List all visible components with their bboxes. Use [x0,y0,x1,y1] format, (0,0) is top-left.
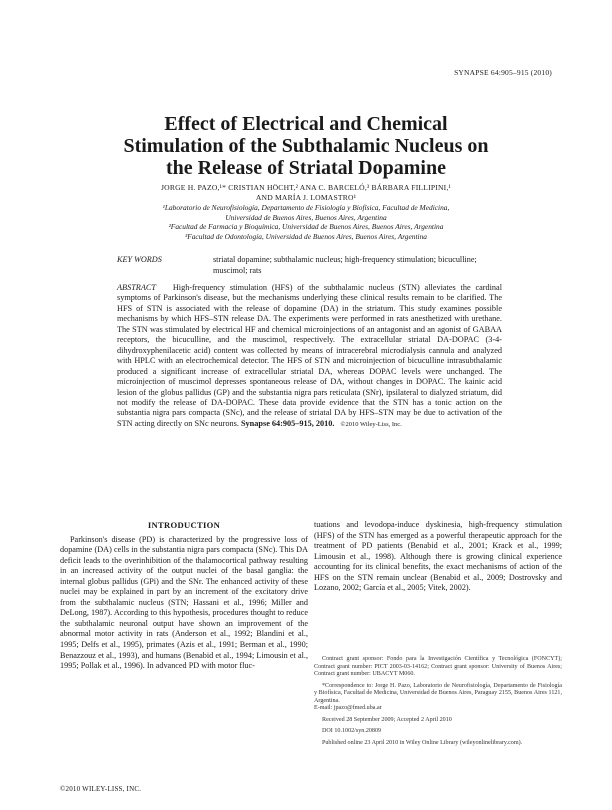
footnotes [314,656,562,751]
title-line: Effect of Electrical and Chemical [164,113,448,135]
keywords-block [117,255,502,276]
authors-line: JORGE H. PAZO,¹* CRISTIAN HÖCHT,² ANA C. BARCELÓ,³ BÁRBARA FILLIPINI,¹ [161,183,451,192]
affiliation-line: ²Facultad de Farmacia y Bioquímica, Universidad de Buenos Aires, Buenos Aires, Argentina [168,222,444,232]
introduction-heading: INTRODUCTION [147,520,221,530]
introduction-paragraph: Parkinson's disease (PD) is characterized by the progressive loss of dopamine (DA) cells in the substantia nigra pars compacta (SNc). This DA deficit leads to the overinhibition of the thalamocortical pathway resulting in an increased activity of the output nuclei of the basal ganglia: the internal globus pallidus (GPi) and the SNr. The enhanced activity of these nuclei may be explained in part by an increment of the excitatory drive from the subthalamic nucleus (STN; Hassani et al., 1996; Miller and DeLong, 1987). According to this hypothesis, procedures thought to reduce the subthalamic neuronal output have shown an improvement of the abnormal motor activity in rats (Anderson et al., 1992; Blandini et al., 1995; Delfs et al., 1995), primates (Azis et al., 1991; Berman et al., 1990; Benazzouz et al., 1993), and humans (Benabid et al., 1994; Limousin et al., 1995; Pollak et al., 1996). In advanced PD with motor fluc- [60,534,308,671]
footnote-published: Published online 23 April 2010 in Wiley Online Library (wileyonlinelibrary.com). [322,739,523,746]
title-line: the Release of Striatal Dopamine [166,157,446,179]
abstract-citation: Synapse 64:905–915, 2010. [240,418,335,428]
footnote-correspondence: *Correspondence to: Jorge H. Pazo, Laboratorio de Neurofisiología, Departamento de Fisiología y Biofísica, Facultad de Medicina, Universidad de Buenos Aires, Paraguay 2155, Buenos Aires 1121, Argentina. [314,682,562,704]
page-copyright: ©2010 WILEY-LISS, INC. [60,785,142,793]
abstract-text: High-frequency stimulation (HFS) of the subthalamic nucleus (STN) alleviates the cardinal symptoms of Parkinson's disease, but the mechanisms underlying these clinical results remain to be clarified. The HFS of STN is associated with the release of dopamine (DA) in the striatum. This study examines possible mechanisms by which HFS–STN release DA. The experiments were performed in rats anesthetized with urethane. The STN was stimulated by electrical HF and chemical microinjections of an antagonist and an agonist of GABAA receptors, the bicuculline, and the muscimol, respectively. The extracellular striatal DA-DOPAC (3-4-dihydroxyphenilacetic acid) content was collected by means of intracerebral microdialysis cannula and analyzed with HPLC with an electrochemical detector. The HFS of STN and microinjection of bicuculline intrasubthalamic produced a significant increase of extracellular striatal DA, whereas DOPAC levels were unchanged. The microinjection of muscimol depresses spontaneous release of DA, without changes in DOPAC. The kainic acid lesion of the globus pallidus (GP) and the substantia nigra pars reticulata (SNr), ipsilateral to dialyzed striatum, did not modify the release of DA-DOPAC. These data provide evidence that the STN has a tonic action on the substantia nigra pars compacta (SNc), and the release of striatal DA by HFS–STN may be due to activation of the STN acting directly on SNc neurons. [117,283,503,428]
affiliations [95,203,517,241]
footnote-received: Received 28 September 2009; Accepted 2 April 2010 [322,716,452,723]
author-list [60,183,552,203]
keywords-text: striatal dopamine; subthalamic nucleus; high-frequency stimulation; bicuculline; muscimol; rats [213,255,477,275]
left-column [60,520,308,672]
keywords-label: KEY WORDS [117,255,162,264]
affiliation-line: Universidad de Buenos Aires, Buenos Aires, Argentina [225,212,387,222]
footnote-sponsor: Contract grant sponsor: Fondo para la Investigación Científica y Tecnológica (FONCYT); Contract grant number: PICT 2003-03-14162; Contract grant sponsor: University of Buenos Aires; Contract grant number: UBACYT M060. [314,656,562,677]
abstract-label: ABSTRACT [117,283,156,292]
authors-line: AND MARÍA J. LOMASTRO¹ [255,193,357,202]
abstract-copyright: ©2010 Wiley-Liss, Inc. [340,420,402,428]
introduction-paragraph-continued: tuations and levodopa-induce dyskinesia, high-frequency stimulation (HFS) of the STN has emerged as a powerful therapeutic approach for the treatment of PD patients (Benabid et al., 2001; Krack et al., 1999; Limousin et al., 1998). Although there is growing clinical experience accounting for its clinical benefits, the exact mechanisms of action of the HFS on the STN remain unclear (Benabid et al., 2009; Dostrovsky and Lozano, 2002; García et al., 2005; Vitek, 2002). [314,520,562,593]
affiliation-line: ³Facultad de Odontología, Universidad de Buenos Aires, Buenos Aires, Argentina [185,231,427,241]
title-line: Stimulation of the Subthalamic Nucleus on [123,135,489,157]
right-column [314,520,562,594]
abstract-block [117,283,502,430]
article-title [40,113,572,179]
affiliation-line: ¹Laboratorio de Neurofisiología, Departamento de Fisiología y Biofísica, Facultad de Medicina, [162,203,450,212]
journal-reference: SYNAPSE 64:905–915 (2010) [454,68,552,77]
footnote-email: E-mail: jpazo@fmed.uba.ar [314,705,382,711]
footnote-doi: DOI 10.1002/syn.20809 [322,728,382,734]
